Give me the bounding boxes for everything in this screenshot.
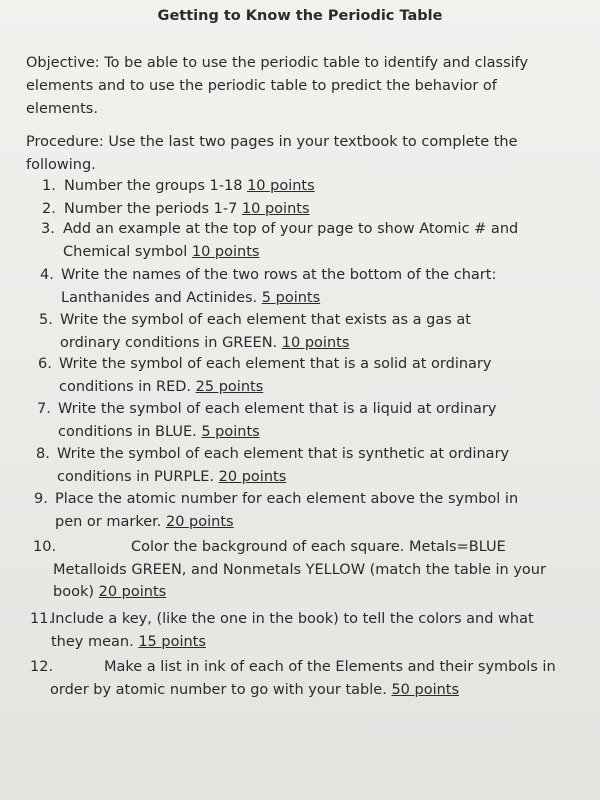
objective-paragraph: Objective: To be able to use the periodic table to identify and classify elements and to use the periodic table to predict the behavior of elements. — [26, 55, 529, 117]
item-number: 10. — [33, 539, 57, 555]
item-number: 7. — [37, 401, 51, 417]
item-points: 20 points — [98, 584, 167, 600]
procedure-paragraph: Procedure: Use the last two pages in your textbook to complete the following. — [26, 134, 518, 173]
item-text: Place the atomic number for each element above the symbol in pen or marker. — [55, 491, 519, 530]
item-points: 10 points — [241, 201, 310, 217]
item-number: 6. — [38, 356, 52, 372]
item-points: 20 points — [166, 513, 234, 530]
item-number: 11. — [30, 611, 54, 627]
item-points: 25 points — [195, 378, 264, 395]
item-text: Add an example at the top of your page to show Atomic # and Chemical symbol — [63, 221, 519, 260]
item-points: 5 points — [201, 423, 260, 440]
item-text-wrap — [58, 398, 538, 443]
item-text: Number the periods 1-7 — [64, 201, 238, 217]
item-number: 2. — [42, 201, 56, 217]
item-points: 5 points — [261, 289, 321, 306]
item-points: 10 points — [281, 334, 350, 351]
item-text-wrap — [51, 608, 546, 653]
item-number: 5. — [39, 312, 53, 328]
item-points: 10 points — [247, 178, 315, 194]
item-points: 10 points — [191, 243, 260, 260]
item-text: Write the symbol of each element that exists as a gas at ordinary conditions in GREEN. — [60, 312, 471, 351]
item-number: 3. — [41, 221, 55, 237]
item-text: Write the symbol of each element that is a solid at ordinary conditions in RED. — [59, 356, 492, 395]
item-text: Write the names of the two rows at the bottom of the chart: Lanthanides and Actinides. — [61, 267, 497, 306]
item-text: Color the background of each square. Metals=BLUE Metalloids GREEN, and Nonmetals YELLOW (match the table in your book) — [53, 539, 546, 600]
item-text: Write the symbol of each element that is synthetic at ordinary conditions in PURPLE. — [57, 446, 510, 485]
item-text-wrap — [55, 488, 550, 533]
item-text-wrap — [57, 443, 557, 488]
item-text-wrap — [59, 353, 534, 398]
item-points: 50 points — [391, 681, 460, 698]
item-number: 9. — [34, 491, 48, 507]
item-text-wrap — [53, 536, 553, 604]
item-number: 1. — [42, 178, 56, 194]
item-number: 12. — [30, 659, 54, 675]
item-number: 4. — [40, 267, 54, 283]
page-title: Getting to Know the Periodic Table — [157, 8, 443, 24]
item-text: Include a key, (like the one in the book) to tell the colors and what they mean. — [51, 611, 534, 650]
item-text-wrap — [63, 218, 543, 263]
item-text-wrap — [50, 656, 575, 701]
item-text-wrap — [64, 175, 544, 198]
item-text: Make a list in ink of each of the Elements and their symbols in order by atomic number to go with your table. — [50, 659, 556, 698]
item-points: 20 points — [218, 468, 287, 485]
item-number: 8. — [36, 446, 50, 462]
item-text: Number the groups 1-18 — [64, 178, 243, 194]
item-text-wrap — [61, 264, 541, 309]
item-text: Write the symbol of each element that is a liquid at ordinary conditions in BLUE. — [58, 401, 497, 440]
item-text-wrap — [60, 309, 530, 354]
item-points: 15 points — [138, 633, 206, 650]
